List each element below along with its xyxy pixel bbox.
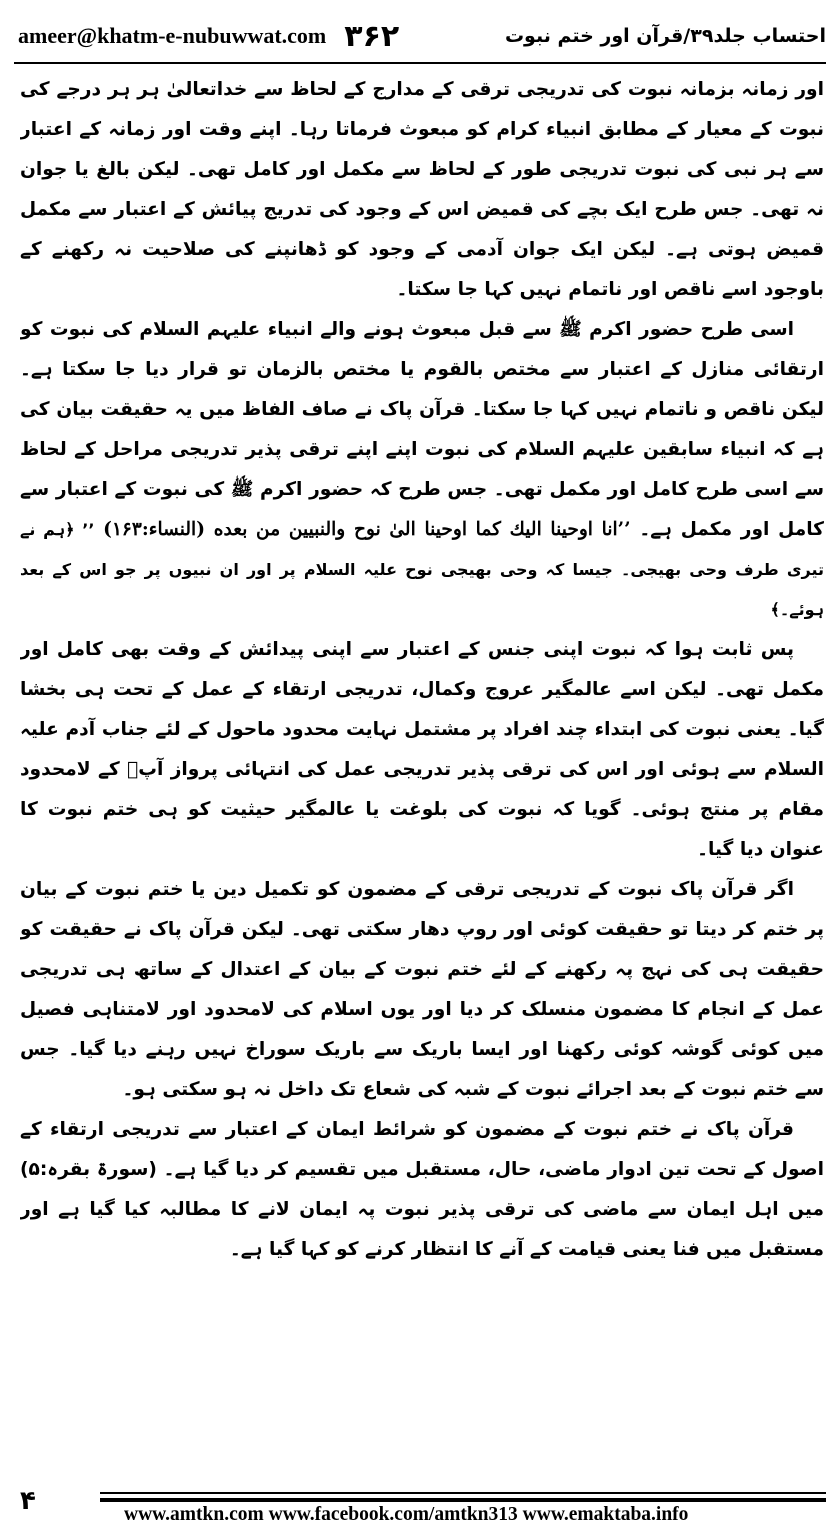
header-left bbox=[18, 19, 399, 54]
header-page-number: ۳۶۲ bbox=[344, 18, 400, 54]
footer-rule-thick bbox=[100, 1498, 826, 1502]
quran-reference: (النساء:۱۶۳) bbox=[103, 519, 206, 540]
footer-website-links: www.amtkn.com www.facebook.com/amtkn313 www.emaktaba.info bbox=[124, 1504, 689, 1525]
paragraph-2-text: اسی طرح حضور اکرم ﷺ سے قبل مبعوث ہونے والے انبیاء علیہم السلام کی نبوت کو ارتقائی منازل کے اعتبار سے مختص بالقوم یا مختص بالزمان تو قرار دیا جا سکتا ہے۔ لیکن ناقص و ناتمام نہیں کہا جا سکتا۔ قرآن پاک نے صاف الفاظ میں یہ حقیقت بیان کی ہے کہ انبیاء سابقین علیہم السلام کی نبوت اپنے اپنے ترقی پذیر تدریجی مراحل کے لحاظ سے اسی طرح کامل اور مکمل تھی۔ جس طرح کہ حضور اکرم ﷺ کی نبوت کے اعتبار سے کامل اور مکمل ہے۔ bbox=[20, 319, 824, 540]
paragraph-1: اور زمانہ بزمانہ نبوت کی تدریجی ترقی کے مدارج کے لحاظ سے خداتعالیٰ ہر ہر درجے کی نبوت کے معیار کے مطابق انبیاء کرام کو مبعوث فرماتا رہا۔ اپنے وقت اور زمانہ کے اعتبار سے ہر نبی کی نبوت تدریجی طور کے لحاظ سے مکمل اور کامل تھی۔ لیکن بالغ یا جوان نہ تھی۔ جس طرح ایک بچے کی قمیض اس کے وجود کی تدریج پیائش کے اعتبار سے مکمل قمیض ہوتی ہے۔ لیکن ایک جوان آدمی کے وجود کو ڈھانپنے کی صلاحیت نہ رکھنے کے باوجود اسے ناقص اور ناتمام نہیں کہا جا سکتا۔ bbox=[20, 79, 824, 300]
footer-rule-thin bbox=[100, 1492, 826, 1494]
page-body bbox=[20, 70, 824, 1465]
paragraph-4: اگر قرآن پاک نبوت کے تدریجی ترقی کے مضمون کو تکمیل دین یا ختم نبوت کے بیان پر ختم کر دیتا تو حقیقت کوئی اور روپ دھار سکتی تھی۔ لیکن قرآن پاک نے حقیقت کو حقیقت ہی کی نہج پہ رکھنے کے لئے ختم نبوت کے بیان کے اعتدال کے ساتھ ہی تدریجی عمل کے انجام کا مضمون منسلک کر دیا اور یوں اسلام کی لامحدود اور لامتناہی فصیل میں کوئی گوشہ کوئی رکھنا اور ایسا باریک سے باریک سوراخ نہیں رہنے دیا گیا۔ جس سے ختم نبوت کے بعد اجرائے نبوت کے شبہ کی شعاع تک داخل نہ ہو سکتی ہو۔ bbox=[20, 879, 824, 1100]
page-header bbox=[18, 14, 826, 58]
paragraph-5: قرآن پاک نے ختم نبوت کے مضمون کو شرائط ایمان کے اعتبار سے تدریجی ارتقاء کے اصول کے تحت تین ادوار ماضی، حال، مستقبل میں تقسیم کر دیا گیا ہے۔ (سورۃ بقرہ:۵) میں اہل ایمان سے ماضی کی ترقی پذیر نبوت پہ ایمان لانے کا مطالبہ کیا گیا ہے اور مستقبل میں فنا یعنی قیامت کے آنے کا انتظار کرنے کو کہا گیا ہے۔ bbox=[20, 1119, 824, 1260]
paragraph-3: پس ثابت ہوا کہ نبوت اپنی جنس کے اعتبار سے اپنی پیدائش کے وقت بھی کامل اور مکمل تھی۔ لیکن اسے عالمگیر عروج وکمال، تدریجی ارتقاء کے عمل کے تحت ہی بخشا گیا۔ یعنی نبوت کی ابتداء چند افراد پر مشتمل نہایت محدود ماحول کے لئے جناب آدم علیہ السلام سے ہوئی اور اس کی ترقی پذیر تدریجی عمل کی انتہائی پرواز آپؐ کے لامحدود مقام پر منتج ہوئی۔ گویا کہ نبوت کی بلوغت یا عالمگیر حیثیت کو ہی ختم نبوت کا عنوان دیا گیا۔ bbox=[20, 639, 824, 860]
quote-translation: ’’ ﴿ہم نے تیری طرف وحی بھیجی۔ جیسا کہ وحی بھیجی نوح علیہ السلام پر اور ان نبیوں پر جو اس کے بعد ہوئے۔﴾ bbox=[20, 520, 824, 619]
footer-page-number: ۴ bbox=[20, 1486, 36, 1516]
header-book-title: احتساب جلد۳۹/قرآن اور ختم نبوت bbox=[504, 25, 826, 47]
page-footer bbox=[14, 1484, 826, 1534]
paragraph-2 bbox=[20, 310, 824, 630]
quran-quote: ’’انا اوحینا الیك كما اوحینا الیٰ نوح والنبیین من بعده bbox=[213, 519, 631, 540]
header-email: ameer@khatm-e-nubuwwat.com bbox=[18, 23, 327, 48]
header-rule bbox=[14, 62, 826, 64]
